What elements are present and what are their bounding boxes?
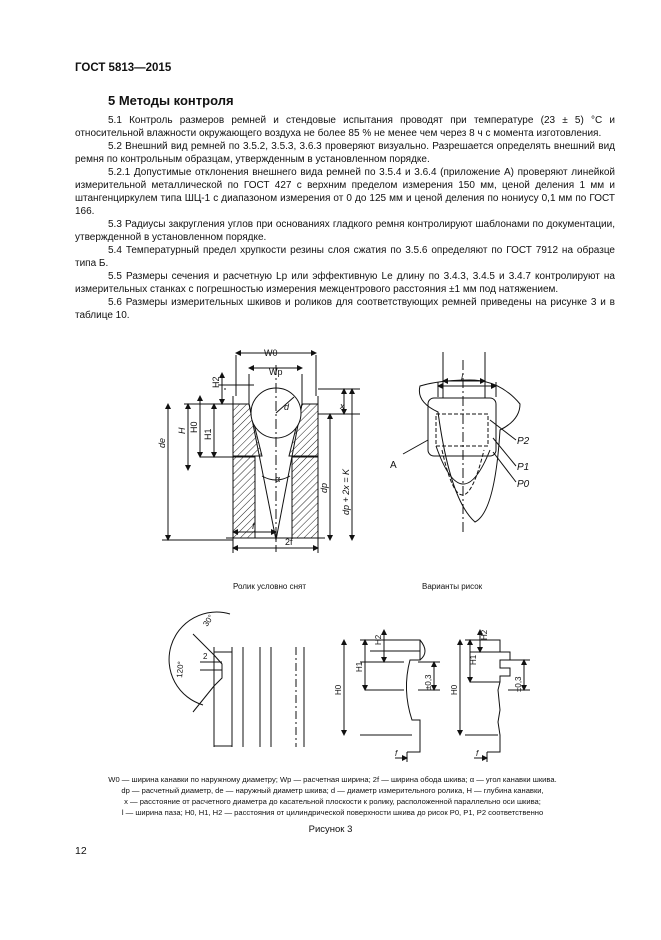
legend-line: W0 — ширина канавки по наружному диаметру; Wp — расчетная ширина; 2f — ширина обода шкива; α — угол канавки шкива. [108, 775, 557, 784]
label-f-2: f [476, 749, 479, 758]
document-header: ГОСТ 5813—2015 [75, 62, 172, 74]
label-f: f [252, 521, 255, 531]
label-h1-1: H1 [355, 661, 364, 672]
label-l: l [461, 372, 463, 382]
label-h: H [177, 427, 187, 434]
paragraph-5-3: 5.3 Радиусы закругления углов при основаниях гладкого ремня контролируют шаблонами по документации, утвержденной в установленном порядке. [75, 219, 615, 243]
groove-angle-drawing [169, 612, 304, 747]
legend-line: x — расстояние от расчетного диаметра до касательной плоскости к ролику, расположенной параллельно оси шкива; [124, 797, 541, 806]
caption-mark-variants: Варианты рисок [422, 582, 483, 591]
label-h2-1: H2 [374, 634, 383, 645]
legend-line: l — ширина паза; H0, H1, H2 — расстояния от цилиндрической поверхности шкива до рисок P0, P1, P2 соответственно [121, 808, 544, 817]
label-120-deg: 120° [175, 660, 186, 679]
label-h0-1: H0 [334, 684, 343, 695]
figure-legend [60, 774, 605, 818]
mark-profile-1-drawing [344, 630, 440, 762]
label-a: A [390, 460, 397, 471]
section-title: 5 Методы контроля [108, 93, 234, 108]
pulley-section-drawing [162, 353, 360, 553]
page-number: 12 [75, 845, 87, 857]
label-dp: dp [319, 482, 329, 493]
paragraph-5-2-1: 5.2.1 Допустимые отклонения внешнего вида ремней по 3.5.4 и 3.6.4 (приложение А) проверяют линейкой измерительной металлической по ГОСТ 427 с верхним пределом измерения 150 мм, ценой деления 1 мм и штангенциркулем типа ШЦ-1 с диапазоном измерения от 0 до 125 мм и ценой деления по нониусу 0,1 мм по ГОСТ 166. [75, 167, 615, 217]
label-2f: 2f [285, 537, 293, 547]
paragraph-5-5: 5.5 Размеры сечения и расчетную Lp или эффективную Le длину по 3.4.3, 3.4.5 и 3.4.7 контролируют на измерительных станках с погрешностью измерения межцентрового расстояния ±1 мм под натяжением. [75, 271, 615, 295]
label-alpha: α [275, 474, 281, 484]
label-h1-2: H1 [469, 654, 478, 665]
paragraph-5-2: 5.2 Внешний вид ремней по 3.5.2, 3.5.3, 3.6.3 проверяют визуально. Разрешается определять внешний вид ремня по контрольным образцам, утвержденным в установленном порядке. [75, 141, 615, 165]
label-w0: W0 [264, 348, 278, 358]
label-p2: P2 [517, 436, 530, 447]
label-dp-2x: dp + 2x = K [341, 468, 351, 515]
label-tol-2: ±0,3 [514, 676, 523, 692]
mark-profile-2-drawing [460, 630, 530, 762]
label-x: x [340, 401, 345, 411]
label-h2-2: H2 [480, 629, 489, 640]
label-d: d [284, 402, 290, 412]
label-h0-2: H0 [450, 684, 459, 695]
label-2: 2 [203, 652, 208, 661]
legend-line: dp — расчетный диаметр, de — наружный диаметр шкива; d — диаметр измерительного ролика, H — глубина канавки, [121, 786, 544, 795]
caption-roller-removed: Ролик условно снят [233, 582, 306, 591]
label-30-deg: 30° [201, 613, 216, 629]
mark-profile-2-labels [450, 629, 523, 758]
paragraph-5-6: 5.6 Размеры измерительных шкивов и роликов для соответствующих ремней приведены на рисунке 3 и в таблице 10. [75, 297, 615, 321]
paragraph-5-4: 5.4 Температурный предел хрупкости резины слоя сжатия по 3.5.6 определяют по ГОСТ 7912 на образце типа Б. [75, 245, 615, 269]
label-h0: H0 [189, 421, 199, 433]
label-de: de [157, 437, 167, 448]
groove-angle-labels [175, 613, 216, 678]
label-p1: P1 [517, 462, 530, 473]
label-wp: Wp [269, 367, 283, 377]
label-p0: P0 [517, 479, 530, 490]
figure-title: Рисунок 3 [308, 824, 353, 835]
label-h2: H2 [211, 376, 221, 388]
label-f-1: f [395, 749, 398, 758]
label-tol-1: ±0,3 [424, 674, 433, 690]
label-h1: H1 [203, 428, 213, 440]
paragraph-5-1: 5.1 Контроль размеров ремней и стендовые испытания проводят при температуре (23 ± 5) °С и относительной влажности окружающего воздуха не более 85 % не менее чем через 8 ч с момента изготовления. [75, 115, 615, 139]
